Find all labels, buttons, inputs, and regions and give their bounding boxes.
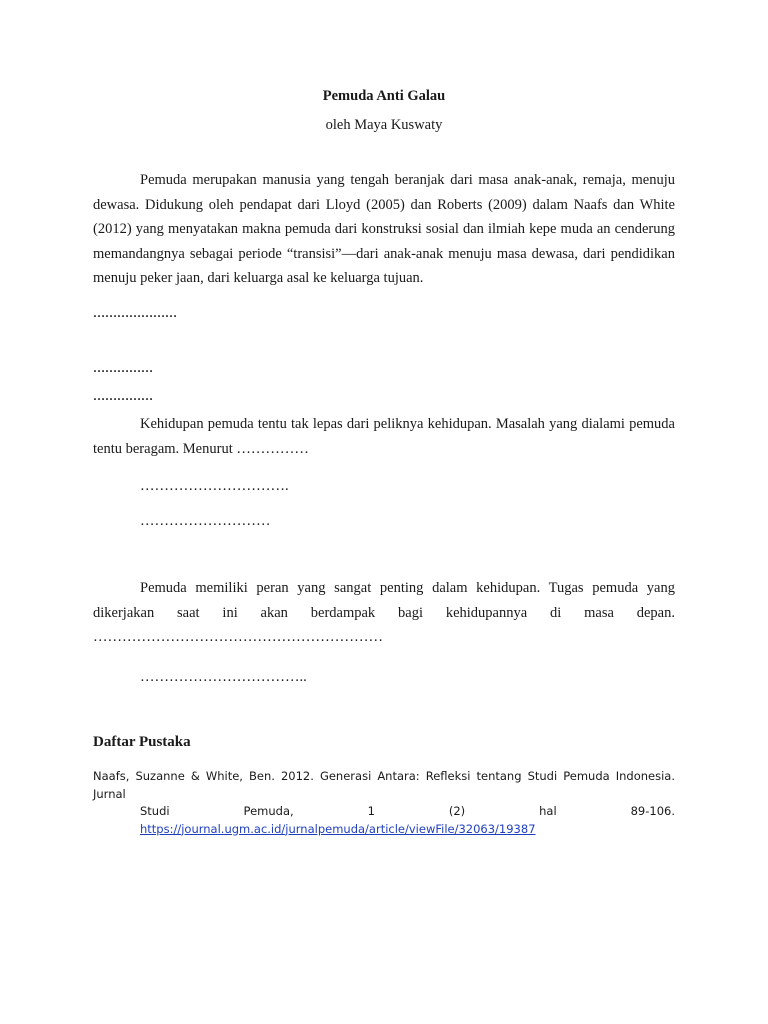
reference-line: Naafs, Suzanne & White, Ben. 2012. Generasi Antara: Refleksi tentang Studi Pemuda Indonesia. [93, 769, 675, 783]
document-title: Pemuda Anti Galau [322, 88, 446, 104]
reference-link[interactable]: https://journal.ugm.ac.id/jurnalpemuda/article/viewFile/32063/19387 [140, 821, 536, 836]
paragraph-2-text: Kehidupan pemuda tentu tak lepas dari peliknya kehidupan. Masalah yang dialami pemuda tentu beragam. Menurut …………… [93, 416, 675, 457]
placeholder-dots: ……………………… [140, 513, 271, 529]
paragraph-1-text: Pemuda merupakan manusia yang tengah beranjak dari masa anak-anak, remaja, menuju dewasa. Didukung oleh pendapat dari Lloyd (2005) dan Roberts (2009) dalam Naafs dan White (2012) yang menyatakan makna pemuda dari konstruksi sosial dan ilmiah kepe muda an cenderung memandangnya sebagai periode “transisi”—dari anak-anak menuju masa dewasa, dari pendidikan menuju peker jaan, dari keluarga asal ke keluarga tujuan. [93, 172, 675, 286]
reference-entry [93, 768, 675, 838]
placeholder-dots: …………… [93, 361, 153, 375]
reference-line: Jurnal [93, 786, 126, 801]
paragraph-1 [93, 168, 675, 291]
paragraph-3 [93, 576, 675, 650]
placeholder-dots: ………………… [93, 306, 177, 320]
reference-line: Studi Pemuda, 1 (2) hal 89-106. [140, 804, 675, 818]
document-author: oleh Maya Kuswaty [325, 117, 443, 133]
paragraph-2 [93, 412, 675, 461]
paragraph-3-line2-text: dikerjakan saat ini akan berdampak bagi kehidupannya di masa depan. [93, 604, 675, 621]
reference-link-line [93, 821, 675, 839]
paragraph-3-line1-text: Pemuda memiliki peran yang sangat penting dalam kehidupan. Tugas pemuda yang [140, 580, 675, 596]
paragraph-3-line3-text: …………………………………………………… [93, 629, 383, 645]
placeholder-dots: …………………………. [140, 478, 289, 494]
paragraph-3-line [93, 576, 675, 601]
references-heading: Daftar Pustaka [93, 734, 191, 750]
placeholder-dots: …………… [93, 389, 153, 403]
placeholder-dots: …………………………….. [140, 669, 307, 685]
